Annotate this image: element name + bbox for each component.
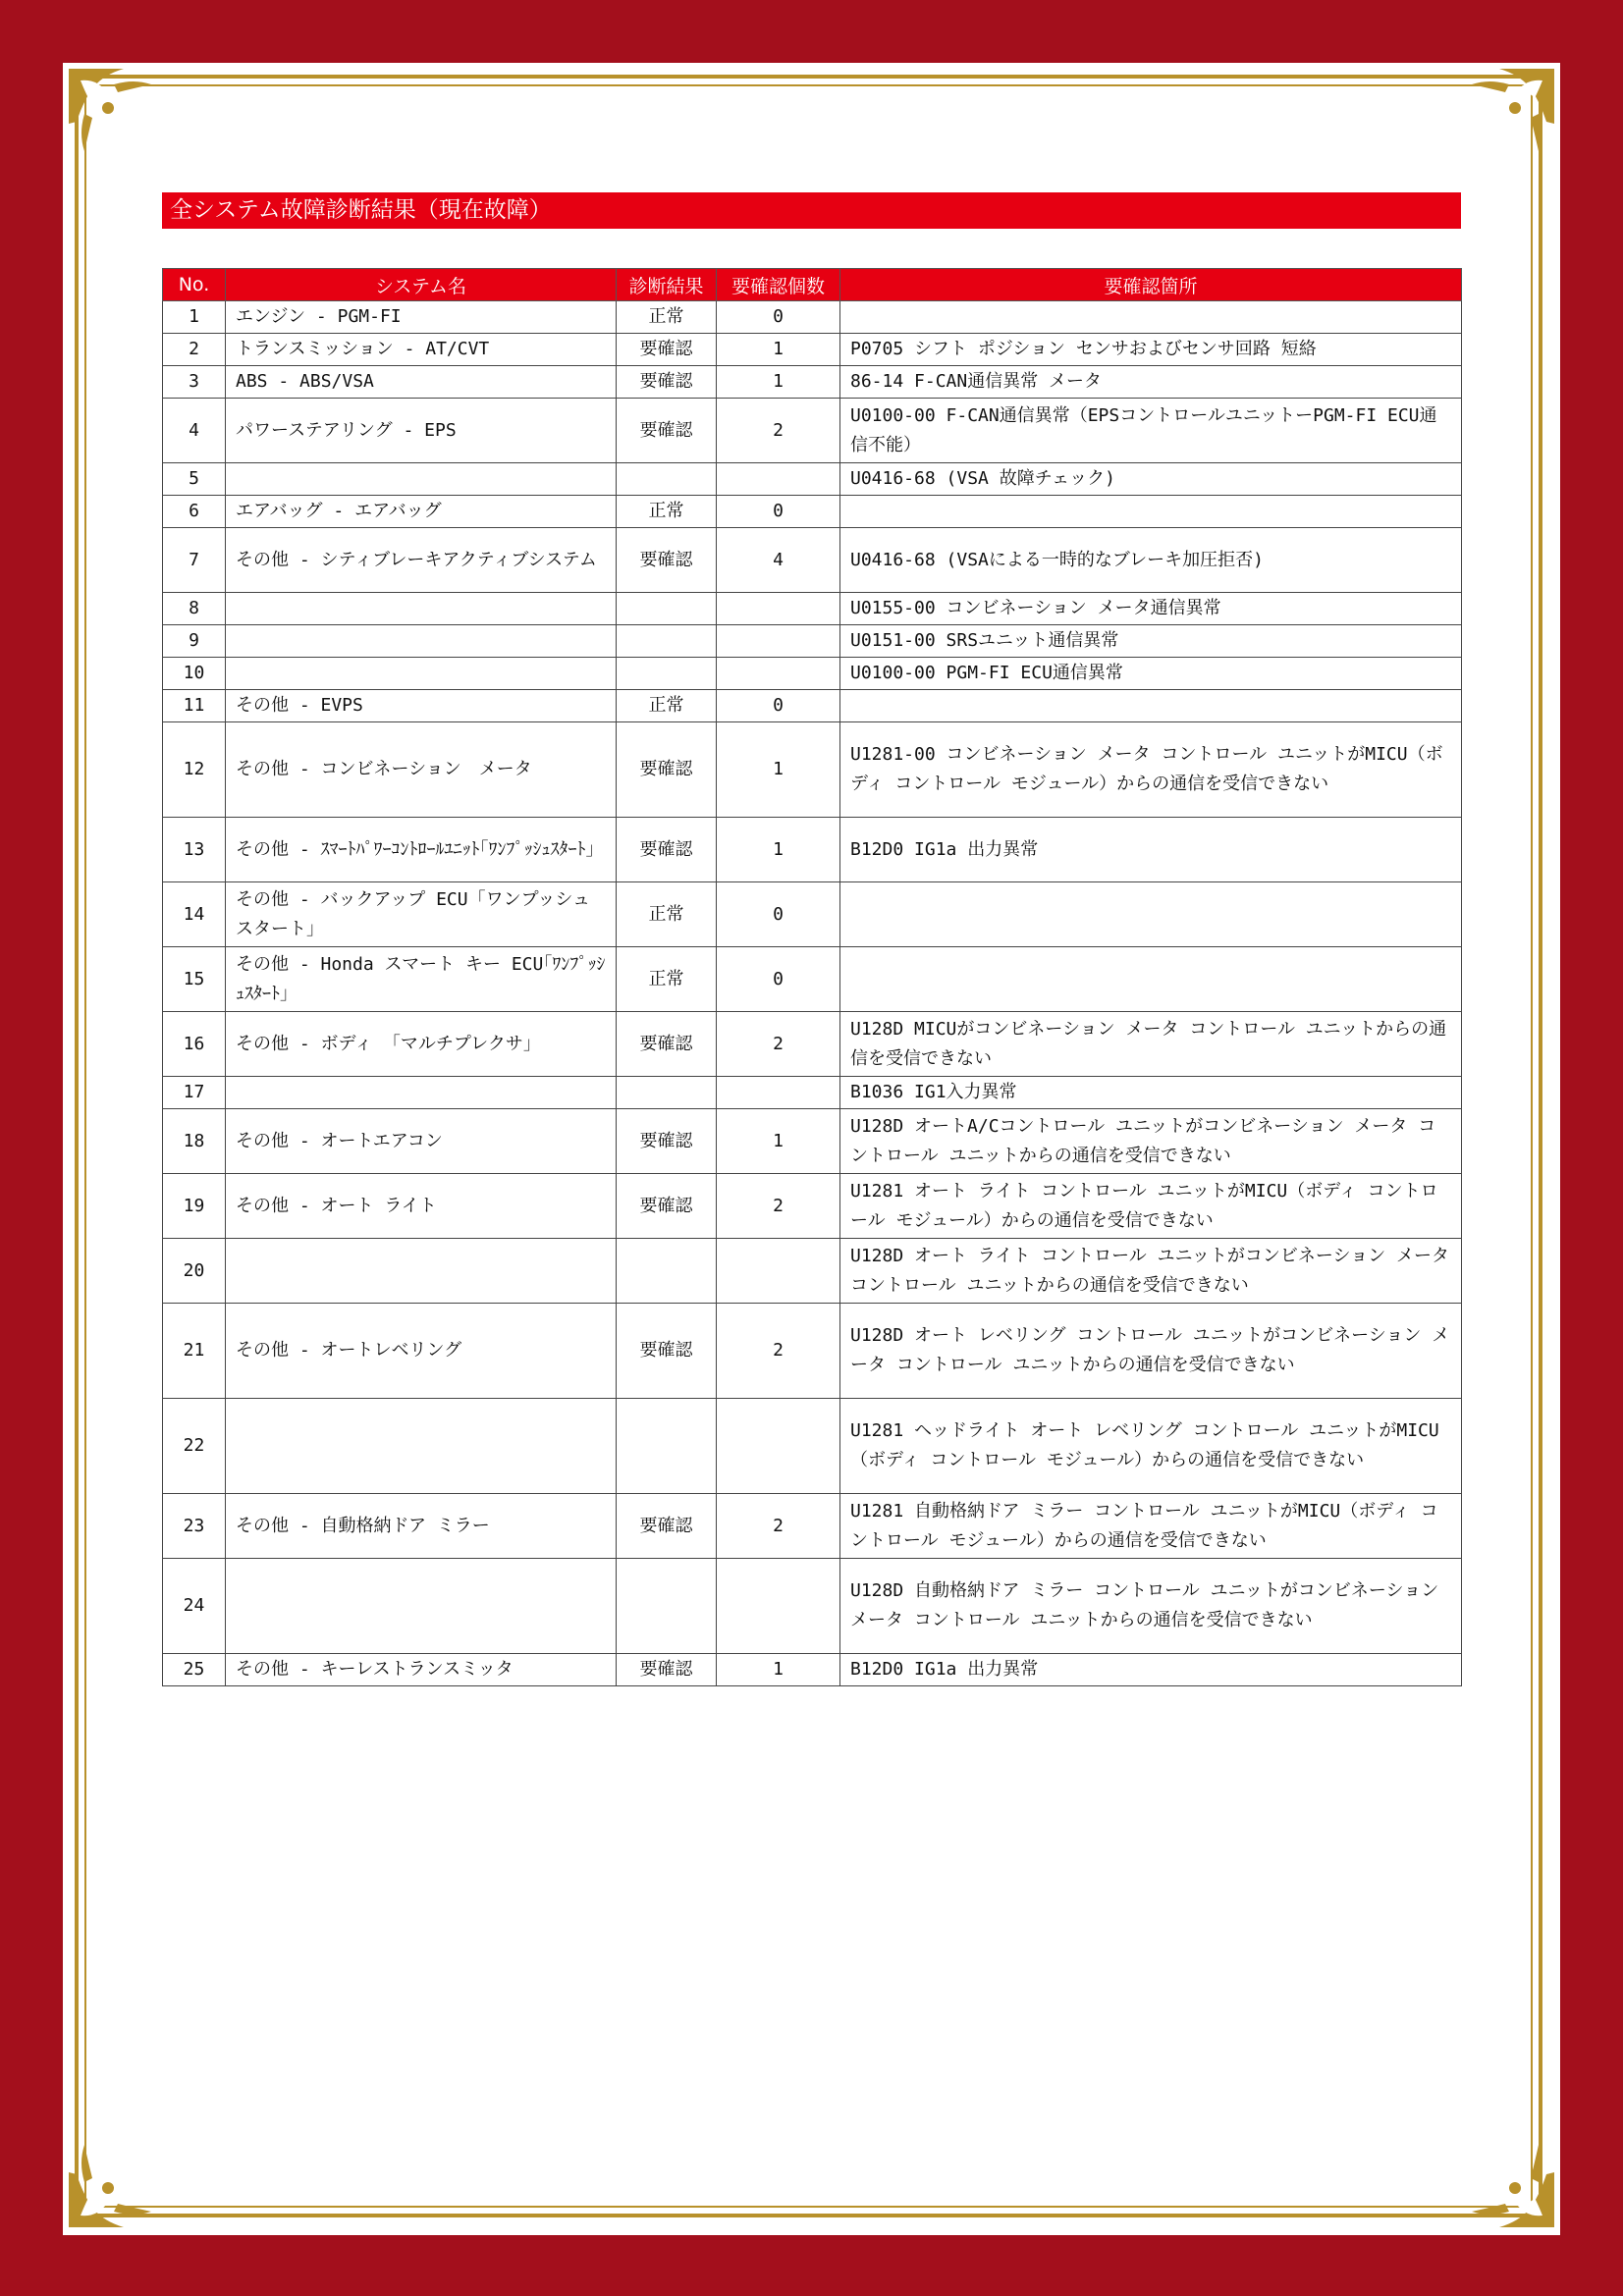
cell-system: トランスミッション - AT/CVT xyxy=(226,334,617,366)
cell-count: 1 xyxy=(717,334,840,366)
header-no: No. xyxy=(163,269,226,301)
cell-system: その他 - ｽﾏｰﾄﾊﾟﾜｰｺﾝﾄﾛｰﾙﾕﾆｯﾄ｢ﾜﾝﾌﾟｯｼｭｽﾀｰﾄ｣ xyxy=(226,818,617,882)
header-system: システム名 xyxy=(226,269,617,301)
table-row xyxy=(163,1077,1462,1109)
table-row xyxy=(163,1559,1462,1654)
table-row xyxy=(163,658,1462,690)
table-row xyxy=(163,947,1462,1012)
diagnosis-table xyxy=(162,268,1462,1686)
cell-location: U0100-00 F-CAN通信異常（EPSコントロールユニットーPGM-FI ECU通信不能） xyxy=(840,399,1462,463)
cell-location: U128D オートA/Cコントロール ユニットがコンビネーション メータ コントロール ユニットからの通信を受信できない xyxy=(840,1109,1462,1174)
corner-ornament-icon xyxy=(65,65,159,159)
cell-location xyxy=(840,301,1462,334)
cell-count: 2 xyxy=(717,1304,840,1399)
cell-location: U0100-00 PGM-FI ECU通信異常 xyxy=(840,658,1462,690)
cell-result: 要確認 xyxy=(617,1654,717,1686)
header-count: 要確認個数 xyxy=(717,269,840,301)
cell-no: 9 xyxy=(163,625,226,658)
cell-count: 1 xyxy=(717,1109,840,1174)
cell-count: 1 xyxy=(717,818,840,882)
cell-count: 2 xyxy=(717,1494,840,1559)
cell-no: 4 xyxy=(163,399,226,463)
cell-location: U128D オート ライト コントロール ユニットがコンビネーション メータ コントロール ユニットからの通信を受信できない xyxy=(840,1239,1462,1304)
cell-result: 要確認 xyxy=(617,1109,717,1174)
header-location: 要確認箇所 xyxy=(840,269,1462,301)
cell-count: 1 xyxy=(717,1654,840,1686)
cell-no: 2 xyxy=(163,334,226,366)
cell-system: その他 - Honda スマート キー ECU｢ﾜﾝﾌﾟｯｼｭｽﾀｰﾄ｣ xyxy=(226,947,617,1012)
cell-location: U1281 自動格納ドア ミラー コントロール ユニットがMICU（ボディ コントロール モジュール）からの通信を受信できない xyxy=(840,1494,1462,1559)
cell-location: U1281 オート ライト コントロール ユニットがMICU（ボディ コントロール モジュール）からの通信を受信できない xyxy=(840,1174,1462,1239)
cell-system: その他 - ボディ 「マルチプレクサ」 xyxy=(226,1012,617,1077)
corner-ornament-icon xyxy=(65,2137,159,2231)
cell-result xyxy=(617,1399,717,1494)
cell-result xyxy=(617,1239,717,1304)
cell-count: 0 xyxy=(717,301,840,334)
cell-result: 要確認 xyxy=(617,722,717,818)
cell-system xyxy=(226,658,617,690)
cell-no: 25 xyxy=(163,1654,226,1686)
table-row xyxy=(163,1494,1462,1559)
table-row xyxy=(163,1304,1462,1399)
cell-location xyxy=(840,496,1462,528)
cell-result: 正常 xyxy=(617,301,717,334)
corner-ornament-icon xyxy=(1464,2137,1558,2231)
table-row xyxy=(163,334,1462,366)
cell-no: 17 xyxy=(163,1077,226,1109)
cell-location: 86-14 F-CAN通信異常 メータ xyxy=(840,366,1462,399)
cell-result: 要確認 xyxy=(617,399,717,463)
cell-no: 15 xyxy=(163,947,226,1012)
cell-result: 正常 xyxy=(617,496,717,528)
cell-count: 0 xyxy=(717,690,840,722)
cell-no: 23 xyxy=(163,1494,226,1559)
cell-system xyxy=(226,1239,617,1304)
cell-result xyxy=(617,658,717,690)
cell-result: 要確認 xyxy=(617,1174,717,1239)
table-row xyxy=(163,301,1462,334)
cell-system: その他 - オートエアコン xyxy=(226,1109,617,1174)
cell-no: 21 xyxy=(163,1304,226,1399)
cell-result: 要確認 xyxy=(617,1012,717,1077)
cell-result: 要確認 xyxy=(617,1494,717,1559)
table-row xyxy=(163,1239,1462,1304)
cell-no: 6 xyxy=(163,496,226,528)
cell-location: U128D MICUがコンビネーション メータ コントロール ユニットからの通信を受信できない xyxy=(840,1012,1462,1077)
table-row xyxy=(163,882,1462,947)
cell-system: エアバッグ - エアバッグ xyxy=(226,496,617,528)
cell-result xyxy=(617,593,717,625)
cell-result: 要確認 xyxy=(617,818,717,882)
cell-no: 20 xyxy=(163,1239,226,1304)
cell-count: 0 xyxy=(717,947,840,1012)
cell-result xyxy=(617,625,717,658)
table-row xyxy=(163,722,1462,818)
table-row xyxy=(163,1109,1462,1174)
cell-location: U1281 ヘッドライト オート レベリング コントロール ユニットがMICU（ボディ コントロール モジュール）からの通信を受信できない xyxy=(840,1399,1462,1494)
table-row xyxy=(163,593,1462,625)
cell-system: その他 - シティブレーキアクティブシステム xyxy=(226,528,617,593)
cell-count xyxy=(717,658,840,690)
cell-no: 16 xyxy=(163,1012,226,1077)
table-row xyxy=(163,1174,1462,1239)
cell-no: 13 xyxy=(163,818,226,882)
cell-system: その他 - オート ライト xyxy=(226,1174,617,1239)
cell-no: 22 xyxy=(163,1399,226,1494)
cell-count xyxy=(717,463,840,496)
cell-result xyxy=(617,463,717,496)
cell-count: 0 xyxy=(717,882,840,947)
cell-system: その他 - 自動格納ドア ミラー xyxy=(226,1494,617,1559)
cell-system: その他 - バックアップ ECU「ワンプッシュスタート」 xyxy=(226,882,617,947)
header-result: 診断結果 xyxy=(617,269,717,301)
cell-location: U0416-68 (VSAによる一時的なブレーキ加圧拒否) xyxy=(840,528,1462,593)
cell-location: B12D0 IG1a 出力異常 xyxy=(840,1654,1462,1686)
cell-no: 19 xyxy=(163,1174,226,1239)
cell-no: 11 xyxy=(163,690,226,722)
cell-count xyxy=(717,1559,840,1654)
cell-location: U128D オート レベリング コントロール ユニットがコンビネーション メータ コントロール ユニットからの通信を受信できない xyxy=(840,1304,1462,1399)
cell-count: 0 xyxy=(717,496,840,528)
cell-location: U1281-00 コンビネーション メータ コントロール ユニットがMICU（ボディ コントロール モジュール）からの通信を受信できない xyxy=(840,722,1462,818)
cell-result: 正常 xyxy=(617,882,717,947)
table-row xyxy=(163,463,1462,496)
table-row xyxy=(163,528,1462,593)
table-row xyxy=(163,690,1462,722)
cell-system xyxy=(226,1559,617,1654)
cell-result xyxy=(617,1559,717,1654)
cell-system xyxy=(226,1399,617,1494)
cell-no: 1 xyxy=(163,301,226,334)
cell-count xyxy=(717,593,840,625)
cell-count: 4 xyxy=(717,528,840,593)
cell-system: その他 - コンビネーション メータ xyxy=(226,722,617,818)
cell-system: その他 - オートレベリング xyxy=(226,1304,617,1399)
cell-count: 1 xyxy=(717,366,840,399)
cell-location xyxy=(840,947,1462,1012)
cell-no: 18 xyxy=(163,1109,226,1174)
cell-location xyxy=(840,690,1462,722)
cell-no: 8 xyxy=(163,593,226,625)
cell-system xyxy=(226,593,617,625)
cell-result: 正常 xyxy=(617,690,717,722)
cell-no: 7 xyxy=(163,528,226,593)
cell-location xyxy=(840,882,1462,947)
cell-count xyxy=(717,625,840,658)
table-row xyxy=(163,818,1462,882)
cell-no: 5 xyxy=(163,463,226,496)
cell-count xyxy=(717,1239,840,1304)
cell-no: 14 xyxy=(163,882,226,947)
cell-result: 要確認 xyxy=(617,1304,717,1399)
cell-location: B12D0 IG1a 出力異常 xyxy=(840,818,1462,882)
cell-no: 3 xyxy=(163,366,226,399)
corner-ornament-icon xyxy=(1464,65,1558,159)
cell-system: エンジン - PGM-FI xyxy=(226,301,617,334)
cell-location: U128D 自動格納ドア ミラー コントロール ユニットがコンビネーション メータ コントロール ユニットからの通信を受信できない xyxy=(840,1559,1462,1654)
cell-result: 要確認 xyxy=(617,528,717,593)
cell-system xyxy=(226,463,617,496)
cell-result: 要確認 xyxy=(617,366,717,399)
cell-no: 10 xyxy=(163,658,226,690)
cell-location: U0416-68 (VSA 故障チェック) xyxy=(840,463,1462,496)
cell-system xyxy=(226,1077,617,1109)
cell-count xyxy=(717,1077,840,1109)
cell-system: ABS - ABS/VSA xyxy=(226,366,617,399)
table-row xyxy=(163,1399,1462,1494)
table-row xyxy=(163,496,1462,528)
cell-no: 24 xyxy=(163,1559,226,1654)
table-row xyxy=(163,1654,1462,1686)
cell-system: パワーステアリング - EPS xyxy=(226,399,617,463)
cell-count xyxy=(717,1399,840,1494)
cell-result: 要確認 xyxy=(617,334,717,366)
cell-result xyxy=(617,1077,717,1109)
cell-count: 2 xyxy=(717,399,840,463)
table-row xyxy=(163,366,1462,399)
cell-count: 2 xyxy=(717,1012,840,1077)
cell-location: U0155-00 コンビネーション メータ通信異常 xyxy=(840,593,1462,625)
cell-result: 正常 xyxy=(617,947,717,1012)
table-header-row xyxy=(163,269,1462,301)
cell-no: 12 xyxy=(163,722,226,818)
cell-count: 2 xyxy=(717,1174,840,1239)
cell-location: U0151-00 SRSユニット通信異常 xyxy=(840,625,1462,658)
table-row xyxy=(163,399,1462,463)
cell-location: P0705 シフト ポジション センサおよびセンサ回路 短絡 xyxy=(840,334,1462,366)
page-title: 全システム故障診断結果（現在故障） xyxy=(162,192,1461,229)
cell-system xyxy=(226,625,617,658)
cell-count: 1 xyxy=(717,722,840,818)
table-row xyxy=(163,625,1462,658)
cell-location: B1036 IG1入力異常 xyxy=(840,1077,1462,1109)
cell-system: その他 - EVPS xyxy=(226,690,617,722)
table-row xyxy=(163,1012,1462,1077)
cell-system: その他 - キーレストランスミッタ xyxy=(226,1654,617,1686)
